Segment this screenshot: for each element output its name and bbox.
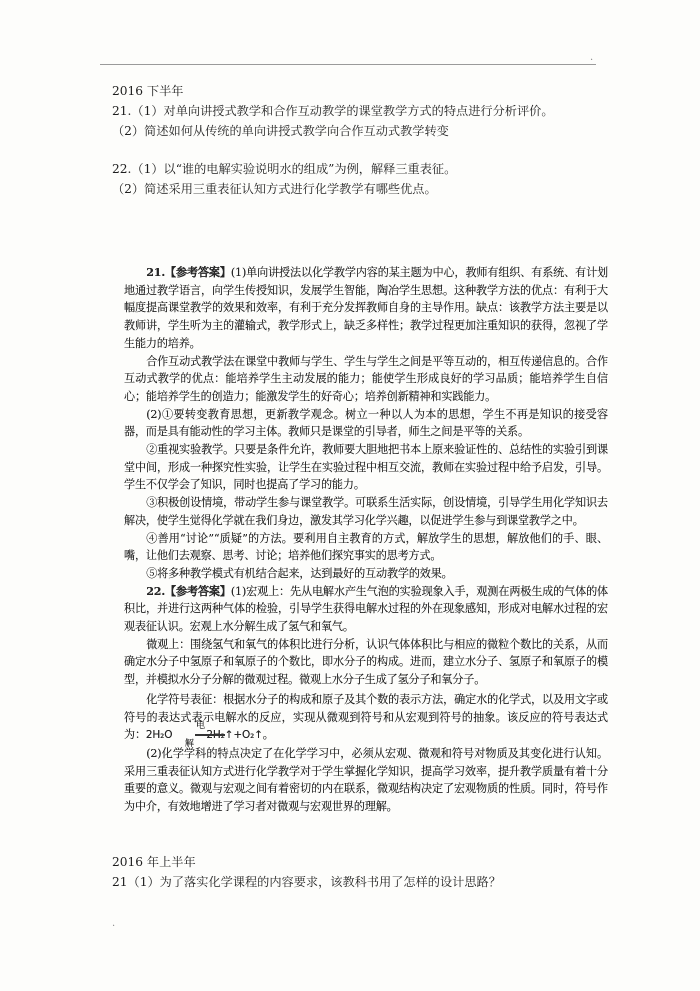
answer-22-paragraph-2: 微观上：围绕氢气和氧气的体积比进行分析，认识气体体积比与相应的微粒个数比的关系，从而确定水分子中氢原子和氧原子的个数比，即水分子的构成。进而，建立水分子、氢原子和氧原子的模型，并模拟水分子分解的微观过程。微观上水分子生成了氢分子和氧分子。 bbox=[124, 637, 608, 687]
question-22-2: （2）简述采用三重表征认知方式进行化学教学有哪些优点。 bbox=[112, 182, 437, 196]
equation-period: 。 bbox=[262, 728, 274, 742]
top-rule bbox=[100, 64, 596, 65]
answer-22-text-3: 化学符号表征：根据水分子的构成和原子及其个数的表示方法，确定水的化学式，以及用文字或符号的表达式表示电解水的反应，实现从微观到符号和从宏观到符号的抽象。该反应的符号表达式为： bbox=[124, 692, 608, 742]
answer-21-label: 21.【参考答案】 bbox=[146, 266, 231, 279]
answer-22-paragraph-4: (2)化学学科的特点决定了在化学学习中，必须从宏观、微观和符号对物质及其变化进行认知。采用三重表征认知方式进行化学教学对于学生掌握化学知识，提高学习效率，提升教学质量有着十分重要的意义。微观与宏观之间有着密切的内在联系，微观结构决定了宏观物质的性质。同时，符号作为中介，有效地增进了学习者对微观与宏观世界的理解。 bbox=[124, 746, 608, 814]
answer-21-paragraph-4: ②重视实验教学。只要是条件允许，教师要大胆地把书本上原来验证性的、总结性的实验引到课堂中间，形成一种探究性实验，让学生在实验过程中相互交流，教师在实验过程中给予启发，引导。学生不仅学会了知识，同时也提高了学习的能力。 bbox=[124, 443, 608, 492]
question-21-1: 21.（1）对单向讲授式教学和合作互动教学的课堂教学方式的特点进行分析评价。 bbox=[112, 104, 554, 118]
answer-22-paragraph-3 bbox=[124, 691, 608, 749]
answer-21-paragraph-2: 合作互动式教学法在课堂中教师与学生、学生与学生之间是平等互动的，相互传递信息的。合作互动式教学的优点：能培养学生主动发展的能力；能使学生形成良好的学习品质；能培养学生自信心；能培养学生的创造力；能激发学生的好奇心；培养创新精神和实践能力。 bbox=[124, 354, 608, 403]
answer-21-text-1: (1)单向讲授法以化学教学内容的某主题为中心，教师有组织、有系统、有计划地通过教学语言，向学生传授知识，发展学生智能，陶冶学生思想。这种教学方法的优点：有利于大幅度提高课堂教学的效果和效率，有利于充分发挥教师自身的主导作用。缺点：该教学方法主要是以教师讲，学生听为主的灌输式，教学形式上，缺乏多样性；教学过程更加注重知识的获得，忽视了学生能力的培养。 bbox=[124, 266, 608, 350]
answer-22-paragraph-1 bbox=[124, 583, 608, 636]
answer-21-paragraph-3: (2)①要转变教育思想，更新教学观念。树立一种以人为本的思想，学生不再是知识的接受容器，而是具有能动性的学习主体。教师只是课堂的引导者，师生之间是平等的关系。 bbox=[124, 407, 608, 439]
bottom-mark: . bbox=[112, 918, 116, 929]
answer-22-label: 22.【参考答案】 bbox=[146, 584, 231, 598]
section-heading-2016-h2: 2016 下半年 bbox=[112, 84, 184, 98]
answer-block bbox=[124, 264, 608, 816]
question-22-1: 22.（1）以“谁的电解实验说明水的组成”为例，解释三重表征。 bbox=[112, 162, 457, 176]
answer-21-paragraph-7: ⑤将多种教学模式有机结合起来，达到最好的互动教学的效果。 bbox=[146, 566, 453, 580]
answer-21-paragraph-5: ③积极创设情境，带动学生参与课堂教学。可联系生活实际，创设情境，引导学生用化学知识去解决，使学生觉得化学就在我们身边，激发其学习化学兴趣，以促进学生参与到课堂教学之中。 bbox=[124, 496, 608, 527]
answer-22-text-1: (1)宏观上：先从电解水产生气泡的实验现象入手，观测在两极生成的气体的体积比，并进行这两种气体的检验，引导学生获得电解水过程的外在现象感知，形成对电解水过程的宏观表征认识。宏观上水分解生成了氢气和氧气。 bbox=[124, 584, 608, 634]
equation-condition: 电解 bbox=[184, 721, 205, 749]
electrolysis-equation bbox=[145, 721, 263, 749]
section-heading-2016-h1: 2016 年上半年 bbox=[112, 855, 196, 869]
corner-mark: . bbox=[590, 52, 594, 63]
answer-21-paragraph-1 bbox=[124, 264, 608, 353]
question-21-1-second: 21（1）为了落实化学课程的内容要求，该教科书用了怎样的设计思路？ bbox=[112, 875, 501, 889]
equation-reactant: 2H₂O bbox=[145, 729, 173, 742]
question-21-2: （2）简述如何从传统的单向讲授式教学向合作互动式教学转变 bbox=[112, 124, 449, 138]
equation-arrow bbox=[172, 721, 206, 749]
answer-21-paragraph-6: ④善用“讨论”“质疑”的方法。要利用自主教育的方式，解放学生的思想，解放他们的手、眼、嘴，让他们去观察、思考、讨论；培养他们探究事实的思考方式。 bbox=[124, 531, 608, 563]
equation-products: 2H₂↑+O₂↑ bbox=[206, 729, 263, 742]
